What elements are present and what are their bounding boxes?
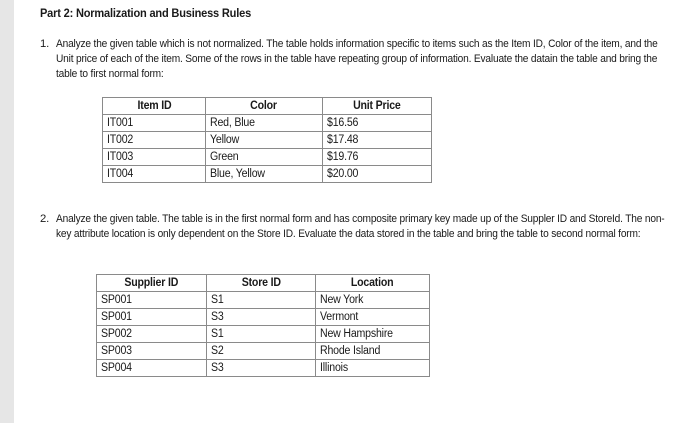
table-cell: IT004: [103, 166, 206, 183]
column-header-location: Location: [316, 275, 430, 292]
table-cell: SP004: [97, 360, 207, 377]
table-cell: $17.48: [323, 132, 432, 149]
table-cell: S3: [207, 360, 316, 377]
table-row: [97, 326, 430, 343]
table-cell: IT003: [103, 149, 206, 166]
table-cell: S1: [207, 292, 316, 309]
table-row: [97, 360, 430, 377]
question-1-text: Analyze the given table which is not normalized. The table holds information specific to items such as the Item ID, Color of the item, and the Unit price of each of the item. Some of the rows in the table have repeating group of information. Evaluate the datain the table and bring the table to first normal form:: [56, 38, 658, 80]
table-cell: New York: [316, 292, 430, 309]
table-cell: SP001: [97, 292, 207, 309]
question-2-number: 2.: [40, 213, 50, 225]
table-cell: IT001: [103, 115, 206, 132]
table-cell: $19.76: [323, 149, 432, 166]
table-cell: S2: [207, 343, 316, 360]
table-cell: Illinois: [316, 360, 430, 377]
document-page: [14, 0, 700, 423]
column-header-unit-price: Unit Price: [323, 98, 432, 115]
table-row: [97, 292, 430, 309]
table-cell: SP001: [97, 309, 207, 326]
table-header-row: [103, 98, 432, 115]
table-cell: Red, Blue: [206, 115, 323, 132]
items-table: [102, 97, 432, 183]
table-cell: Yellow: [206, 132, 323, 149]
table-row: [103, 166, 432, 183]
table-header-row: [97, 275, 430, 292]
table-row: [103, 149, 432, 166]
column-header-supplier-id: Supplier ID: [97, 275, 207, 292]
table-row: [97, 309, 430, 326]
table-cell: Rhode Island: [316, 343, 430, 360]
table-cell: $16.56: [323, 115, 432, 132]
table-cell: Vermont: [316, 309, 430, 326]
table-cell: IT002: [103, 132, 206, 149]
table-cell: S3: [207, 309, 316, 326]
table-cell: Green: [206, 149, 323, 166]
table-row: [97, 343, 430, 360]
table-cell: New Hampshire: [316, 326, 430, 343]
table-row: [103, 115, 432, 132]
table-cell: S1: [207, 326, 316, 343]
column-header-item-id: Item ID: [103, 98, 206, 115]
section-title: Part 2: Normalization and Business Rules: [40, 6, 252, 20]
table-cell: $20.00: [323, 166, 432, 183]
question-1-number: 1.: [40, 38, 50, 50]
question-2-text: Analyze the given table. The table is in the first normal form and has composite primary key made up of the Suppler ID and StoreId. The non-key attribute location is only dependent on the Store ID. Evaluate the data stored in the table and bring the table to second normal form:: [56, 213, 665, 240]
table-row: [103, 132, 432, 149]
table-cell: Blue, Yellow: [206, 166, 323, 183]
table-cell: SP002: [97, 326, 207, 343]
suppliers-table: [96, 274, 430, 377]
table-cell: SP003: [97, 343, 207, 360]
column-header-color: Color: [206, 98, 323, 115]
column-header-store-id: Store ID: [207, 275, 316, 292]
